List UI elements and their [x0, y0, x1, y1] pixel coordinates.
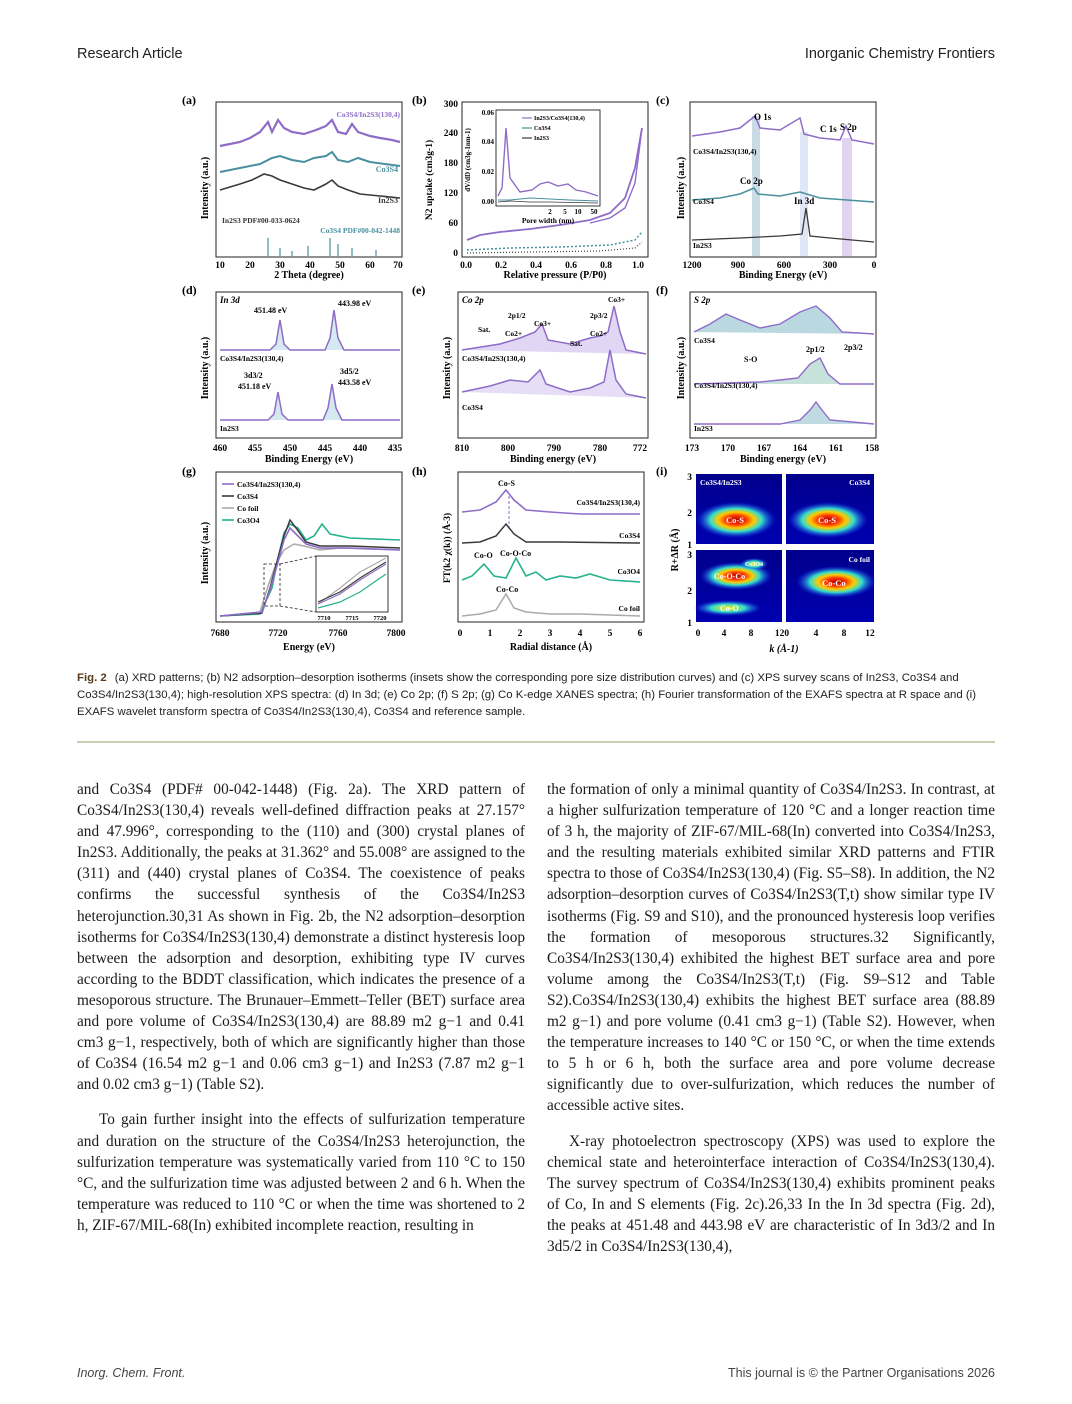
legend [222, 480, 301, 525]
y-tick: 3 [687, 473, 692, 483]
paragraph: X-ray photoelectron spectroscopy (XPS) was used to explore the chemical state and heterointerface interaction of Co3S4/In2S3(130,4). The survey spectrum of Co3S4/In2S3(130,4) exhibits prominent peaks of Co, In and S elements (Fig. 2c).26,33 In the In 3d spectra (Fig. 2d), the peaks at 451.48 and 443.98 eV are characteristic of In 3d3/2 and In 3d5/2 in Co3S4/In2S3(130,4), [547, 1132, 995, 1255]
panel-label: (f) [656, 283, 668, 297]
inset-y-tick: 0.04 [481, 138, 494, 146]
x-tick: 435 [387, 444, 403, 454]
xrd-curve-composite [220, 120, 400, 146]
curve-label: Co3S4 [693, 197, 714, 206]
curve-label: Co3S4/In2S3(130,4) [220, 354, 284, 363]
panel-label: (h) [412, 464, 427, 478]
x-tick: 4 [813, 629, 819, 639]
x-tick: 772 [632, 444, 648, 454]
x-tick-labels [685, 444, 880, 454]
annotation: Sat. [478, 325, 491, 334]
s2p-in2s3-fit [694, 402, 874, 424]
map-title: Co3S4 [849, 478, 870, 487]
annotation: 2p1/2 [508, 311, 526, 320]
panel-label: (d) [182, 283, 197, 297]
inset-y-tick: 0.06 [481, 109, 494, 117]
peak-label: In 3d [794, 196, 815, 206]
inset-x-tick: 10 [574, 208, 582, 216]
article-type: Research Article [77, 46, 183, 62]
x-axis-label: Relative pressure (P/P0) [503, 270, 607, 281]
plot-frame [458, 472, 644, 622]
page-footer [77, 1366, 995, 1384]
map-title: Co3O4 [745, 562, 763, 568]
annotation: 2p1/2 [806, 345, 825, 354]
y-tick: 60 [448, 219, 458, 229]
y-tick: 240 [443, 129, 458, 139]
reference-label: Co3S4 PDF#00-042-1448 [320, 226, 400, 235]
map-title: Co foil [848, 555, 870, 564]
panel-label: (c) [656, 93, 670, 107]
annotation: 3d3/2 [244, 371, 263, 380]
annotation: 3d5/2 [340, 367, 359, 376]
x-tick: 4 [721, 629, 727, 639]
y-tick: 0 [453, 249, 458, 259]
paragraph: and Co3S4 (PDF# 00-042-1448) (Fig. 2a). The XRD pattern of Co3S4/In2S3(130,4) reveals well-defined diffraction peaks at 27.157° and 47.996°, corresponding to the (110) and (300) crystal planes of In2S3. Additionally, the peaks at 31.362° and 55.008° are assigned to the (311) and (440) crystal planes of Co3S4. The coexistence of peaks confirms the successful synthesis of the Co3S4/In2S3 heterojunction.30,31 As shown in Fig. 2b, the N2 adsorption–desorption isotherms for Co3S4/In2S3(130,4) demonstrate a distinct hysteresis loop between the adsorption and desorption, exhibiting type IV curves according to the BDDT classification, which indicates the presence of a mesoporous structure. The Brunauer–Emmett–Teller (BET) surface area and pore volume of Co3S4/In2S3(130,4) are 88.89 m2 g−1 and 0.41 cm3 g−1, respectively, both of which are significantly higher than those of Co3S4 (16.54 m2 g−1 and 0.06 cm3 g−1) and In2S3 (7.87 m2 g−1 and 0.02 cm3 g−1) (Table S2). [77, 781, 525, 1094]
xanes-inset [316, 556, 388, 622]
inset-x-tick: 7710 [317, 615, 331, 622]
x-tick-labels [683, 261, 877, 271]
curve-label: Co foil [618, 604, 640, 613]
section-divider [77, 741, 995, 743]
plot-frame [216, 292, 402, 438]
x-tick: 8 [748, 629, 754, 639]
panel-g [182, 464, 406, 653]
curve-label: In2S3 [377, 196, 398, 205]
x-tick: 161 [828, 444, 844, 454]
running-header [77, 46, 995, 64]
map-label: Co-S [818, 515, 836, 525]
x-tick: 790 [546, 444, 562, 454]
curve-label: Co3O4 [617, 567, 640, 576]
highlight-band [842, 138, 852, 256]
isotherm-co3s4 [467, 232, 642, 250]
x-tick: 158 [864, 444, 880, 454]
y-tick: 2 [687, 509, 692, 519]
inset-x-tick: 7720 [373, 615, 387, 622]
y-axis-label: Intensity (a.u.) [442, 336, 453, 400]
x-tick: 7800 [386, 629, 406, 639]
x-tick-labels [455, 444, 648, 454]
peak-label: C 1s [820, 124, 837, 134]
x-tick: 445 [317, 444, 333, 454]
legend-label: Co3O4 [237, 516, 260, 525]
panel-label: (a) [182, 93, 196, 107]
s2p-co3s4-fit [694, 306, 874, 334]
xrd-curve-co3s4 [220, 152, 400, 172]
x-tick: 164 [792, 444, 808, 454]
inset-y-tick: 0.02 [481, 168, 494, 176]
pore-size-inset [464, 109, 600, 225]
x-tick: 4 [577, 629, 583, 639]
x-tick-labels [215, 261, 403, 271]
x-tick: 1 [487, 629, 493, 639]
curve-label: Co3S4 [619, 531, 640, 540]
x-tick: 780 [592, 444, 608, 454]
panel-label: (g) [182, 464, 196, 478]
x-tick: 300 [822, 261, 838, 271]
journal-abbreviation: Inorg. Chem. Front. [77, 1366, 186, 1380]
annotation: Co-O-Co [500, 549, 532, 558]
inset-x-tick: 2 [548, 208, 552, 216]
panel-title: S 2p [694, 295, 711, 305]
paragraph: To gain further insight into the effects of sulfurization temperature and duration on the structure of the Co3S4/In2S3 heterojunction, the sulfurization temperature was systematically varied from 110 °C to 150 °C, and the sulfurization time was adjusted between 2 and 6 h. When the temperature was reduced to 110 °C or when the time was shortened to 2 h, ZIF-67/MIL-68(In) exhibited incomplete reaction, resulting in [77, 1111, 525, 1234]
x-tick: 3 [547, 629, 553, 639]
x-tick: 810 [454, 444, 470, 454]
curve-label: Co3S4 [375, 165, 398, 174]
y-axis-label: Intensity (a.u.) [200, 156, 211, 220]
body-column-right [547, 779, 995, 1257]
panel-d [182, 283, 402, 465]
x-tick: 455 [247, 444, 263, 454]
x-axis-label: Energy (eV) [283, 642, 335, 653]
panel-f [656, 283, 879, 465]
map-label: Co-S [726, 515, 744, 525]
curve-label: Co3S4/In2S3(130,4) [576, 498, 640, 507]
panel-label: (i) [656, 464, 668, 478]
legend-label: Co3S4 [237, 492, 258, 501]
y-axis-label: FT(k2 χ(k)) (Å-3) [443, 512, 453, 584]
x-tick: 30 [275, 261, 285, 271]
inset-y-ticks [482, 109, 495, 206]
peak-label: Co 2p [740, 176, 763, 186]
x-axis-label: 2 Theta (degree) [274, 270, 344, 281]
x-tick: 7760 [328, 629, 348, 639]
peak-label: S 2p [840, 122, 857, 132]
x-tick: 173 [684, 444, 700, 454]
annotation: 2p3/2 [590, 311, 608, 320]
peak-label: O 1s [754, 112, 772, 122]
x-tick: 900 [730, 261, 746, 271]
x-tick: 460 [212, 444, 228, 454]
annotation: Co2+ [590, 329, 608, 338]
annotation: 451.48 eV [254, 306, 288, 315]
ft-co3o4 [462, 558, 640, 582]
wavelet-map-co3s4 [786, 474, 874, 544]
x-tick: 60 [365, 261, 375, 271]
copyright-notice: This journal is © the Partner Organisations 2026 [728, 1366, 995, 1380]
x-axis-label: Binding Energy (eV) [264, 454, 354, 465]
y-tick: 1 [687, 541, 692, 551]
annotation: S-O [744, 355, 758, 364]
figure-label: Fig. 2 [77, 672, 107, 684]
xrd-curve-in2s3 [220, 174, 400, 198]
x-tick: 50 [335, 261, 345, 271]
caption-text: (a) XRD patterns; (b) N2 adsorption–desorption isotherms (insets show the corresponding pore size distribution curves) and (c) XPS survey scans of In2S3, Co3S4 and Co3S4/In2S3(130,4); high-resolution XPS spectra: (d) In 3d; (e) Co 2p; (f) S 2p; (g) Co K-edge XANES spectra; (h) Fourier transformation of the EXAFS spectra at R space and (i) EXAFS wavelet transform spectra of Co3S4/In2S3(130,4), Co3S4 and reference sample. [77, 672, 977, 718]
inset-y-tick: 0.00 [481, 198, 494, 206]
x-tick: 0.4 [530, 261, 542, 271]
ft-co-foil [462, 594, 640, 616]
x-tick: 7680 [210, 629, 230, 639]
annotation: 443.98 eV [338, 299, 372, 308]
annotation: 2p3/2 [844, 343, 863, 352]
figure-caption [77, 670, 995, 721]
inset-x-label: Pore width (nm) [521, 216, 575, 225]
body-column-left [77, 779, 525, 1236]
y-tick: 1 [687, 619, 692, 629]
inset-x-tick: 7715 [345, 615, 359, 622]
map-label: Co-O-Co [714, 572, 746, 581]
y-tick: 120 [443, 189, 458, 199]
panel-e [412, 283, 648, 465]
x-tick-labels [211, 629, 406, 639]
annotation: Co3+ [608, 295, 626, 304]
x-tick: 170 [720, 444, 736, 454]
map-label: Co-Co [822, 578, 846, 588]
annotation: 443.58 eV [338, 378, 372, 387]
annotation: Co2+ [505, 329, 523, 338]
annotation: Co-Co [496, 585, 519, 594]
plot-frame [458, 292, 648, 438]
annotation: Sat. [570, 339, 583, 348]
annotation: Co-S [498, 479, 515, 488]
x-tick: 5 [607, 629, 613, 639]
x-axis-label: Radial distance (Å) [509, 642, 593, 653]
inset-y-label: dV/dD (cm3g-1nm-1) [464, 128, 472, 192]
curve-labels [694, 336, 758, 433]
curve-label: Co3S4 [694, 336, 715, 345]
y-tick: 3 [687, 551, 692, 561]
inset-x-tick: 5 [563, 208, 567, 216]
wavelet-map-composite [696, 474, 782, 544]
y-axis-label: R+ΔR (Å) [670, 528, 681, 572]
paragraph: the formation of only a minimal quantity of Co3S4/In2S3. In contrast, at a higher sulfurization temperature of 120 °C and a longer reaction time of 3 h, the majority of ZIF-67/MIL-68(In) converted into Co3S4/In2S3, and the resulting materials exhibited similar XRD patterns and FTIR spectra to those of Co3S4/In2S3(130,4) (Fig. S5–S8). In addition, the N2 adsorption–desorption curves of Co3S4/In2S3(T,t) show similar type IV isotherms (Fig. S9 and S10), and the pronounced hysteresis loop verifies the formation of mesoporous structures.32 Significantly, Co3S4/In2S3(130,4) exhibited the highest BET surface area and pore volume among the Co3S4/In2S3(T,t) (Fig. S9–S12 and Table S2).Co3S4/In2S3(130,4) exhibits the highest BET surface area (88.89 m2 g−1) and pore volume (0.41 cm3 g−1) (Table S2). However, when the temperature increases to 140 °C or 150 °C, or when the time extends to 5 h or 6 h, both the surface area and pore volume decrease significantly due to over-sulfurization, which reduces the number of accessible active sites. [547, 781, 995, 1115]
curve-labels [576, 498, 640, 613]
x-axis-label: Binding Energy (eV) [738, 270, 828, 281]
annotation: Co3+ [534, 319, 552, 328]
panel-h [412, 464, 644, 653]
x-tick: 0.8 [600, 261, 612, 271]
x-tick: 20 [245, 261, 255, 271]
annotation: 451.18 eV [238, 382, 272, 391]
panel-label: (b) [412, 93, 427, 107]
x-tick: 1.0 [632, 261, 644, 271]
panel-a [182, 93, 403, 281]
y-axis-label: N2 uptake (cm3g-1) [425, 139, 435, 221]
panel-c [656, 93, 877, 281]
x-tick: 0.0 [460, 261, 472, 271]
journal-name: Inorganic Chemistry Frontiers [804, 46, 995, 62]
x-tick: 0.2 [495, 261, 507, 271]
y-tick-labels [687, 473, 692, 629]
wavelet-map-co3o4 [694, 550, 782, 622]
curve-label: In2S3 [694, 424, 713, 433]
x-tick: 70 [393, 261, 403, 271]
legend-label: In2S3 [534, 136, 550, 142]
x-tick: 12 [865, 629, 875, 639]
legend-label: Co3S4/In2S3(130,4) [237, 480, 301, 489]
curve-label: Co3S4 [462, 403, 483, 412]
reference-sticks [268, 238, 376, 256]
y-axis-label: Intensity (a.u.) [200, 521, 211, 585]
x-tick: 10 [215, 261, 225, 271]
x-tick: 0 [457, 629, 463, 639]
panel-i [656, 464, 876, 655]
x-tick: 1200 [682, 261, 702, 271]
map-title: Co3S4/In2S3 [700, 478, 742, 487]
panel-title: In 3d [220, 295, 240, 305]
x-axis-label: Binding energy (eV) [509, 454, 597, 465]
x-tick-labels [458, 629, 643, 639]
x-tick: 7720 [268, 629, 288, 639]
map-label: Co-O [720, 604, 739, 613]
y-tick: 2 [687, 587, 692, 597]
x-tick: 167 [756, 444, 772, 454]
curve-label: Co3S4/In2S3(130,4) [694, 381, 758, 390]
peak-annotations [238, 299, 372, 391]
panel-b [412, 93, 648, 281]
x-axis-label: Binding energy (eV) [739, 454, 827, 465]
legend-label: Co3S4 [534, 126, 551, 132]
panel-title: Co 2p [462, 295, 484, 305]
curve-label: Co3S4/In2S3(130,4) [693, 147, 757, 156]
legend-label: In2S3/Co3S4(130,4) [534, 116, 585, 122]
curve-label: Co3S4/In2S3(130,4) [336, 110, 400, 119]
legend-label: Co foil [237, 504, 259, 513]
annotation: Co-O [474, 551, 493, 560]
curve-label: Co3S4/In2S3(130,4) [462, 354, 526, 363]
y-axis-label: Intensity (a.u.) [200, 336, 211, 400]
curve-label: In2S3 [220, 424, 239, 433]
x-tick-labels [213, 444, 403, 454]
x-tick: 8 [841, 629, 847, 639]
x-tick: 0.6 [565, 261, 577, 271]
x-tick: 40 [305, 261, 315, 271]
curve-labels [693, 147, 757, 250]
x-tick: 120 [774, 629, 790, 639]
y-tick-labels [444, 100, 459, 259]
panel-label: (e) [412, 283, 426, 297]
y-axis-label: Intensity (a.u.) [676, 156, 687, 220]
x-tick: 6 [637, 629, 643, 639]
peak-annotations [744, 343, 863, 364]
x-tick-labels [696, 629, 875, 639]
y-tick: 180 [443, 159, 458, 169]
y-tick: 300 [443, 100, 458, 110]
x-tick: 440 [352, 444, 368, 454]
plot-frame [690, 292, 876, 438]
wavelet-map-co-foil [786, 550, 876, 622]
x-tick: 0 [871, 261, 877, 271]
figure-2 [180, 88, 896, 658]
inset-x-ticks [548, 208, 598, 216]
x-tick: 800 [500, 444, 516, 454]
x-tick: 450 [282, 444, 298, 454]
x-tick: 2 [517, 629, 523, 639]
reference-label: In2S3 PDF#00-033-0624 [222, 216, 300, 225]
highlight-band [752, 116, 760, 256]
inset-x-tick: 50 [590, 208, 598, 216]
in3d-composite-fit [220, 310, 400, 350]
y-axis-label: Intensity (a.u.) [676, 336, 687, 400]
x-tick: 0 [695, 629, 701, 639]
curve-label: In2S3 [693, 241, 712, 250]
x-axis-label: k (Å-1) [769, 644, 799, 655]
ft-co3s4 [462, 524, 640, 543]
x-tick: 600 [776, 261, 792, 271]
